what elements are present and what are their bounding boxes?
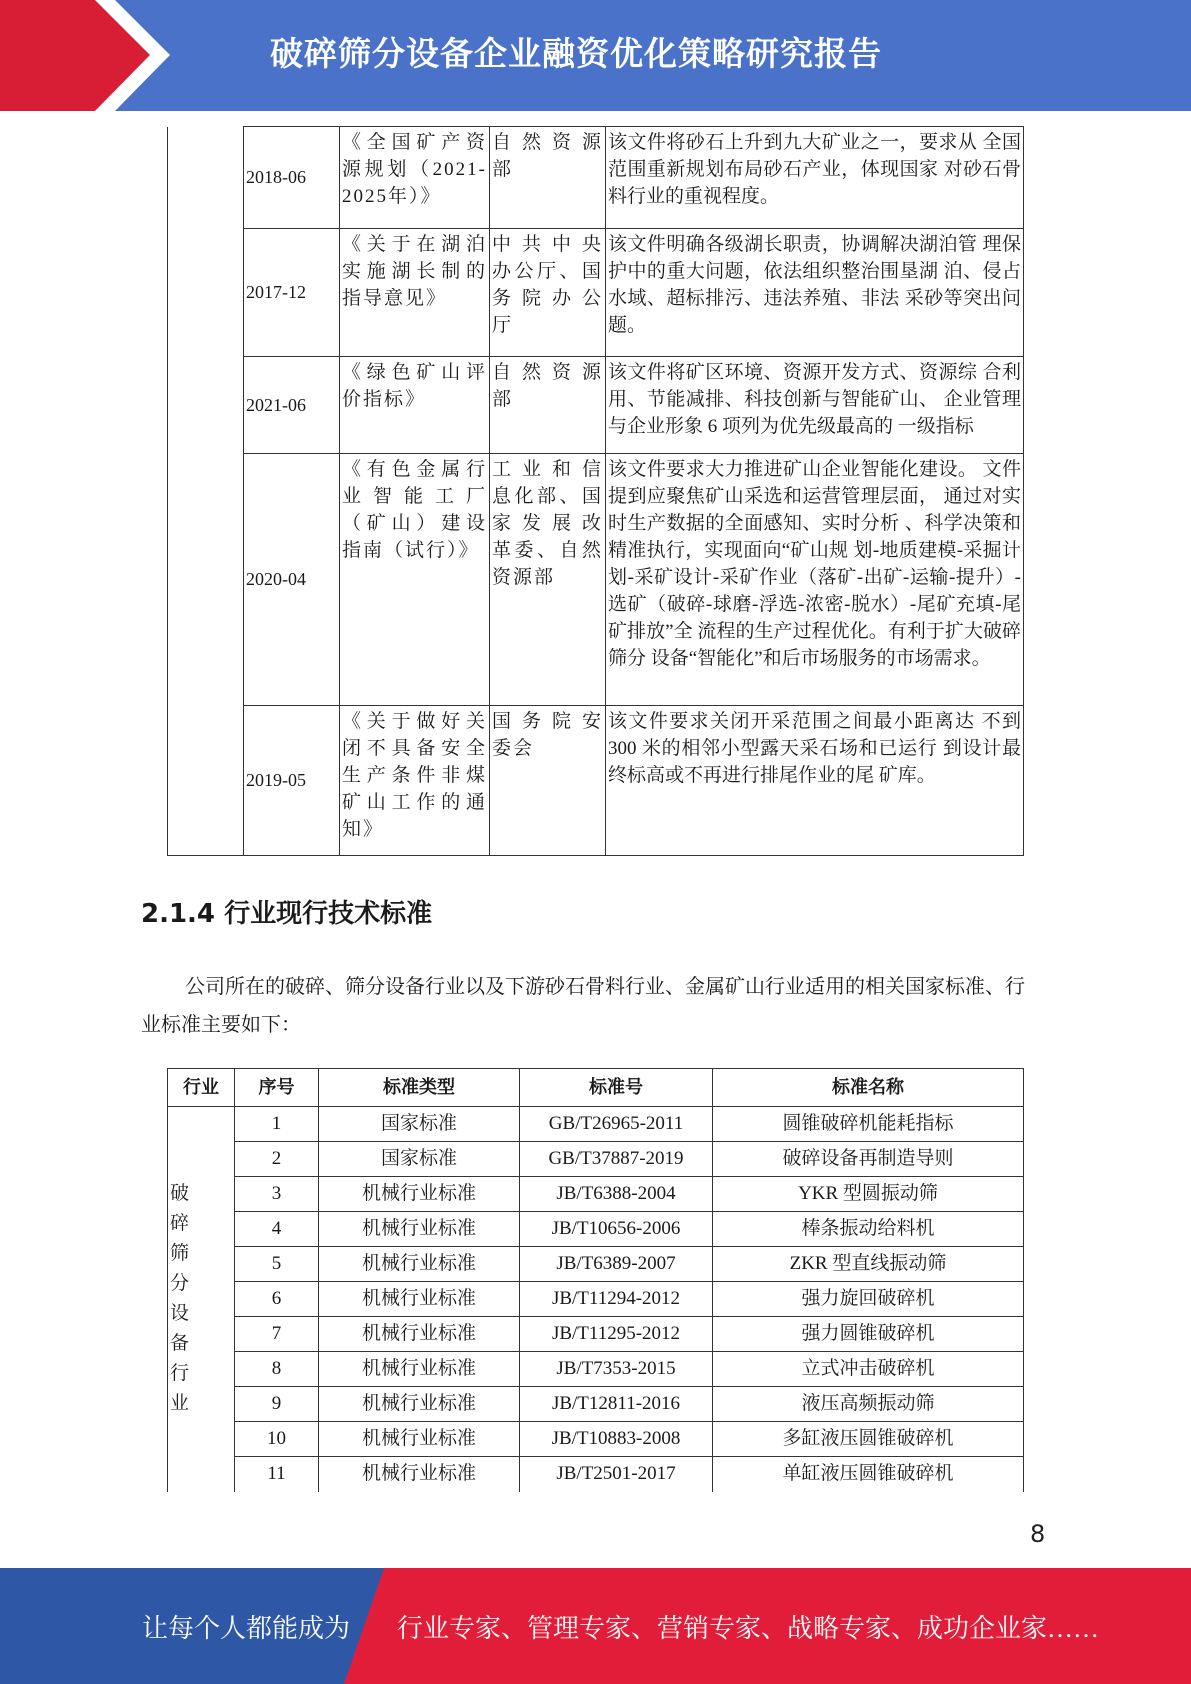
policy-description: 该文件要求大力推进矿山企业智能化建设。 文件提到应聚焦矿山采选和运营管理层面， 通过对实时生产数据的全面感知、实时分析 、科学决策和精准执行，实现面向“矿山规 划-地质建模-采掘计划-采矿设计-采矿作业（落矿-出矿-运输-提升）-选矿（破碎-球磨-浮选-浓密-脱水）-尾矿充填-尾矿排放”全 流程的生产过程优化。有利于扩大破碎筛分 设备“智能化”和后市场服务的市场需求。	[606, 454, 1024, 706]
blank-column	[168, 127, 244, 856]
policy-date: 2018-06	[244, 127, 340, 229]
standard-name: 破碎设备再制造导则	[713, 1142, 1024, 1177]
standard-number: 11	[235, 1457, 319, 1492]
footer-banner	[0, 1568, 1191, 1684]
standard-code: JB/T10656-2006	[520, 1212, 713, 1247]
standard-type: 国家标准	[319, 1142, 520, 1177]
standard-name: 单缸液压圆锥破碎机	[713, 1457, 1024, 1492]
table-row	[168, 706, 1024, 856]
policy-document: 《关于在湖泊实施湖长制的指导意见》	[340, 229, 490, 357]
standard-code: JB/T6389-2007	[520, 1247, 713, 1282]
section-heading: 2.1.4 行业现行技术标准	[141, 899, 433, 929]
standards-table	[167, 1068, 1024, 1492]
header-industry: 行业	[168, 1069, 235, 1107]
policy-date: 2019-05	[244, 706, 340, 856]
table-row	[168, 1457, 1024, 1492]
standard-number: 8	[235, 1352, 319, 1387]
table-row	[168, 1422, 1024, 1457]
standard-number: 4	[235, 1212, 319, 1247]
policy-document: 《关于做好关闭不具备安全生产条件非煤矿山工作的通知》	[340, 706, 490, 856]
table-row	[168, 357, 1024, 454]
policy-description: 该文件明确各级湖长职责，协调解决湖泊管 理保护中的重大问题，依法组织整治围垦湖 泊、侵占水域、超标排污、违法养殖、非法 采砂等突出问题。	[606, 229, 1024, 357]
policy-date: 2021-06	[244, 357, 340, 454]
standard-name: YKR 型圆振动筛	[713, 1177, 1024, 1212]
policy-date: 2020-04	[244, 454, 340, 706]
policy-issuer: 国务院安 委会	[490, 706, 606, 856]
standard-code: JB/T12811-2016	[520, 1387, 713, 1422]
table-row	[168, 1282, 1024, 1317]
policy-description: 该文件要求关闭开采范围之间最小距离达 不到 300 米的相邻小型露天采石场和已运行 到设计最终标高或不再进行排尾作业的尾 矿库。	[606, 706, 1024, 856]
standard-number: 5	[235, 1247, 319, 1282]
standard-number: 9	[235, 1387, 319, 1422]
table-row	[168, 1142, 1024, 1177]
footer-slogan-right: 行业专家、管理专家、营销专家、战略专家、成功企业家……	[397, 1614, 1100, 1643]
policy-issuer: 自然资源 部	[490, 127, 606, 229]
standard-name: 液压高频振动筛	[713, 1387, 1024, 1422]
standard-type: 机械行业标准	[319, 1247, 520, 1282]
standard-name: 强力圆锥破碎机	[713, 1317, 1024, 1352]
policy-description: 该文件将砂石上升到九大矿业之一，要求从 全国范围重新规划布局砂石产业，体现国家 对砂石骨料行业的重视程度。	[606, 127, 1024, 229]
header-type: 标准类型	[319, 1069, 520, 1107]
standard-number: 3	[235, 1177, 319, 1212]
standard-name: 棒条振动给料机	[713, 1212, 1024, 1247]
policy-description: 该文件将矿区环境、资源开发方式、资源综 合利用、节能减排、科技创新与智能矿山、 企业管理与企业形象 6 项列为优先级最高的 一级指标	[608, 362, 1021, 437]
standard-name: 强力旋回破碎机	[713, 1282, 1024, 1317]
header-code: 标准号	[520, 1069, 713, 1107]
table-header-row	[168, 1069, 1024, 1107]
standard-number: 1	[235, 1107, 319, 1142]
standard-number: 10	[235, 1422, 319, 1457]
standard-type: 机械行业标准	[319, 1457, 520, 1492]
policy-document: 《绿色矿山评价指标》	[340, 357, 490, 454]
industry-cell: 破碎筛分设备行业	[168, 1107, 235, 1492]
standard-type: 国家标准	[319, 1107, 520, 1142]
policy-description-cell	[606, 357, 1024, 454]
footer-slogan-left: 让每个人都能成为	[142, 1614, 351, 1643]
standards-body	[168, 1107, 1024, 1492]
table-row	[168, 127, 1024, 229]
header-banner	[0, 0, 1191, 111]
policy-document: 《有色金属行业智能工厂（矿山）建设指南（试行）》	[340, 454, 490, 706]
table-row	[168, 1352, 1024, 1387]
policy-document: 《全国矿产资源规划（2021-2025年）》	[340, 127, 490, 229]
table-row	[168, 229, 1024, 357]
standard-number: 2	[235, 1142, 319, 1177]
table-row	[168, 1247, 1024, 1282]
standard-name: 立式冲击破碎机	[713, 1352, 1024, 1387]
standard-code: JB/T11294-2012	[520, 1282, 713, 1317]
policy-issuer: 工业和信 息化部、国 家发展改 革委、自然 资源部	[490, 454, 606, 706]
header-number: 序号	[235, 1069, 319, 1107]
standard-number: 6	[235, 1282, 319, 1317]
standard-code: JB/T2501-2017	[520, 1457, 713, 1492]
standard-type: 机械行业标准	[319, 1387, 520, 1422]
standard-code: JB/T10883-2008	[520, 1422, 713, 1457]
standard-code: JB/T7353-2015	[520, 1352, 713, 1387]
standard-type: 机械行业标准	[319, 1177, 520, 1212]
table-row	[168, 1177, 1024, 1212]
policy-issuer: 自然资源 部	[490, 357, 606, 454]
standard-type: 机械行业标准	[319, 1212, 520, 1247]
table-row	[168, 1387, 1024, 1422]
section-paragraph: 公司所在的破碎、筛分设备行业以及下游砂石骨料行业、金属矿山行业适用的相关国家标准、行业标准主要如下：	[141, 976, 1025, 1036]
header-name: 标准名称	[713, 1069, 1024, 1107]
standard-type: 机械行业标准	[319, 1422, 520, 1457]
standard-code: JB/T6388-2004	[520, 1177, 713, 1212]
standard-name: 圆锥破碎机能耗指标	[713, 1107, 1024, 1142]
table-row	[168, 1107, 1024, 1142]
table-row	[168, 454, 1024, 706]
standard-code: JB/T11295-2012	[520, 1317, 713, 1352]
policy-issuer: 中共中央 办公厅、国 务院办公 厅	[490, 229, 606, 357]
policy-table	[167, 126, 1024, 856]
policy-date: 2017-12	[244, 229, 340, 357]
table-row	[168, 1317, 1024, 1352]
standard-type: 机械行业标准	[319, 1317, 520, 1352]
standard-code: GB/T37887-2019	[520, 1142, 713, 1177]
table-row	[168, 1212, 1024, 1247]
page-number: 8	[1030, 1520, 1046, 1548]
report-title: 破碎筛分设备企业融资优化策略研究报告	[270, 34, 882, 73]
standard-name: 多缸液压圆锥破碎机	[713, 1422, 1024, 1457]
standard-name: ZKR 型直线振动筛	[713, 1247, 1024, 1282]
standard-code: GB/T26965-2011	[520, 1107, 713, 1142]
standard-number: 7	[235, 1317, 319, 1352]
standard-type: 机械行业标准	[319, 1352, 520, 1387]
standard-type: 机械行业标准	[319, 1282, 520, 1317]
